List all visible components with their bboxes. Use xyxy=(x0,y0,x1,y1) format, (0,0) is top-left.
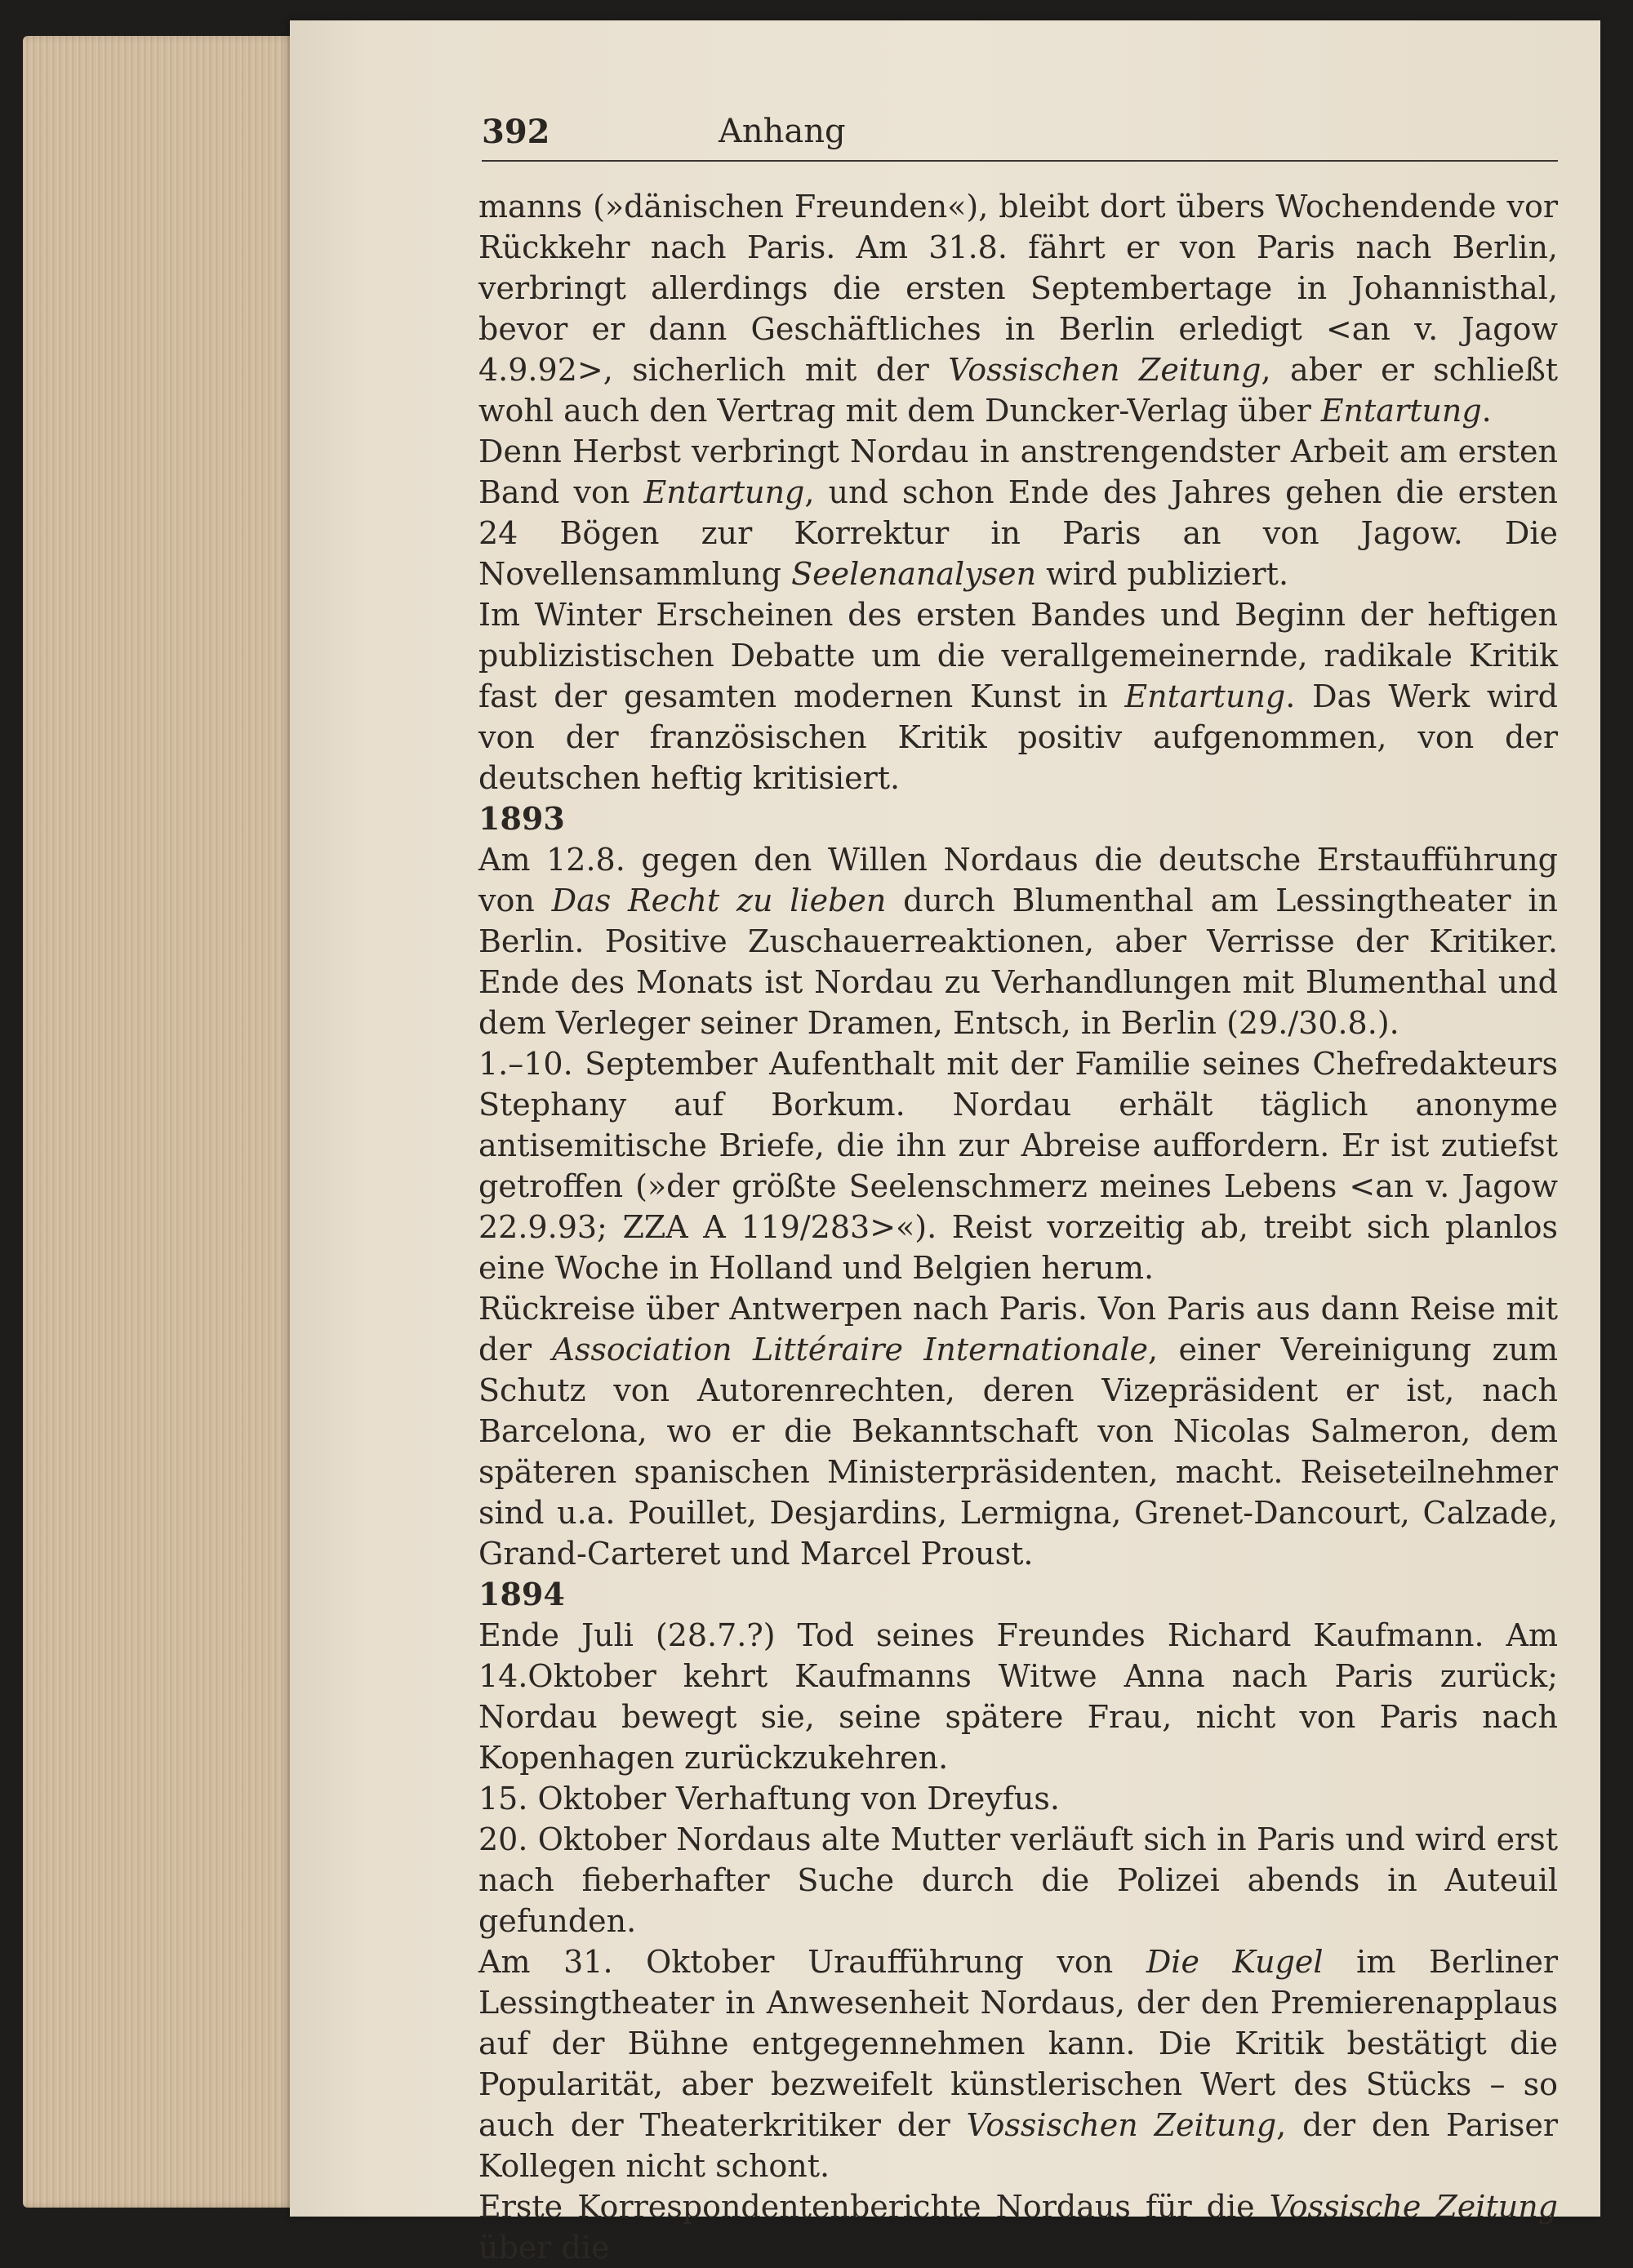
text-run: . xyxy=(1481,393,1492,429)
page-number: 392 xyxy=(482,113,550,151)
year-heading-1894: 1894 xyxy=(478,1576,565,1612)
paragraph xyxy=(478,2186,1558,2268)
text-run: über die xyxy=(478,2230,610,2266)
text-run: , aber er schließt wohl auch den Vertrag mit dem Duncker-Verlag über xyxy=(478,352,1558,429)
text-run: Rückreise über Antwerpen nach Paris. Von Paris aus dann Reise mit der xyxy=(478,1291,1558,1367)
text-run: Am 31. Oktober Uraufführung von xyxy=(478,1944,1146,1980)
italic-title: Die Kugel xyxy=(1146,1944,1324,1980)
text-run: , und schon Ende des Jahres gehen die ersten 24 Bögen zur Korrektur in Paris an von Jagow. Die Novellensammlung xyxy=(478,474,1559,592)
italic-title: Seelenanalysen xyxy=(791,556,1037,592)
text-run: im Berliner Lessingtheater in Anwesenheit Nordaus, der den Premierenapplaus auf der Bühne entgegennehmen kann. Die Kritik bestätigt die Popularität, aber bezweifelt künstlerischen Wert des Stücks – so auch der Theaterkritiker der xyxy=(478,1944,1558,2143)
italic-title: Vossische Zeitung xyxy=(1269,2189,1558,2225)
page-header xyxy=(482,106,1558,162)
italic-title: Association Littéraire Internationale xyxy=(552,1332,1148,1367)
text-run: Am 12.8. gegen den Willen Nordaus die deutsche Erstaufführung von xyxy=(478,842,1558,918)
text-run: , einer Vereinigung zum Schutz von Autorenrechten, deren Vizepräsident er ist, nach Barcelona, wo er die Bekanntschaft von Nicolas Salmeron, dem späteren spanischen Ministerpräsidenten, macht. Reiseteilnehmer sind u.a. Pouillet, Desjardins, Lermigna, Grenet-Dancourt, Calzade, Grand-Carteret und Marcel Proust. xyxy=(478,1332,1559,1572)
italic-title: Vossischen Zeitung xyxy=(966,2107,1277,2143)
book-page-edges xyxy=(23,36,317,2208)
paragraph: 1.–10. September Aufenthalt mit der Familie seines Chefredakteurs Stephany auf Borkum. Nordau erhält täglich anonyme antisemitische Briefe, die ihn zur Abreise auffordern. Er ist zutiefst getroffen (»der größte Seelenschmerz meines Lebens <an v. Jagow 22.9.93; ZZA A 119/283>«). Reist vorzeitig ab, treibt sich planlos eine Woche in Holland und Belgien herum. xyxy=(478,1046,1558,1286)
text-run: Im Winter Erscheinen des ersten Bandes und Beginn der heftigen publizistischen Debatte um die verallgemeinernde, radikale Kritik fast der gesamten modernen Kunst in xyxy=(478,597,1558,714)
paragraph xyxy=(478,431,1558,594)
paragraph xyxy=(478,1288,1558,1574)
paragraph xyxy=(478,186,1558,431)
paragraph: Ende Juli (28.7.?) Tod seines Freundes Richard Kaufmann. Am 14.Oktober kehrt Kaufmanns Witwe Anna nach Paris zurück; Nordau bewegt sie, seine spätere Frau, nicht von Paris nach Kopenhagen zurückzukehren. xyxy=(478,1617,1558,1776)
paragraph xyxy=(478,839,1558,1043)
text-run: , der den Pariser Kollegen nicht schont. xyxy=(478,2107,1559,2184)
text-run: durch Blumenthal am Lessingtheater in Berlin. Positive Zuschauerreaktionen, aber Verrisse der Kritiker. Ende des Monats ist Nordau zu Verhandlungen mit Blumenthal und dem Verleger seiner Dramen, Entsch, in Berlin (29./30.8.). xyxy=(478,883,1558,1041)
year-heading-1893: 1893 xyxy=(478,800,565,837)
paragraph: 20. Oktober Nordaus alte Mutter verläuft sich in Paris und wird erst nach fieberhafter Suche durch die Polizei abends in Auteuil gefunden. xyxy=(478,1821,1558,1939)
running-head: Anhang xyxy=(719,113,846,150)
paragraph xyxy=(478,594,1558,798)
text-run: Denn Herbst verbringt Nordau in anstrengendster Arbeit am ersten Band von xyxy=(478,434,1558,510)
italic-title: Vossischen Zeitung xyxy=(948,352,1261,388)
text-run: Erste Korrespondentenberichte Nordaus für die xyxy=(478,2189,1270,2225)
text-run: manns (»dänischen Freunden«), bleibt dort übers Wochendende vor Rückkehr nach Paris. Am 31.8. fährt er von Paris nach Berlin, verbringt allerdings die ersten Septembertage in Johannisthal, bevor er dann Geschäftliches in Berlin erledigt <an v. Jagow 4.9.92>, sicherlich mit der xyxy=(478,189,1558,388)
page-body xyxy=(478,186,1558,2268)
text-run: wird publiziert. xyxy=(1036,556,1289,592)
italic-title: Entartung xyxy=(643,474,805,510)
text-run: . Das Werk wird von der französischen Kritik positiv aufgenommen, von der deutschen heftig kritisiert. xyxy=(478,678,1559,796)
italic-title: Das Recht zu lieben xyxy=(551,883,887,918)
italic-title: Entartung xyxy=(1124,678,1286,714)
italic-title: Entartung xyxy=(1320,393,1482,429)
paragraph xyxy=(478,1941,1558,2186)
paragraph: 15. Oktober Verhaftung von Dreyfus. xyxy=(478,1781,1060,1817)
